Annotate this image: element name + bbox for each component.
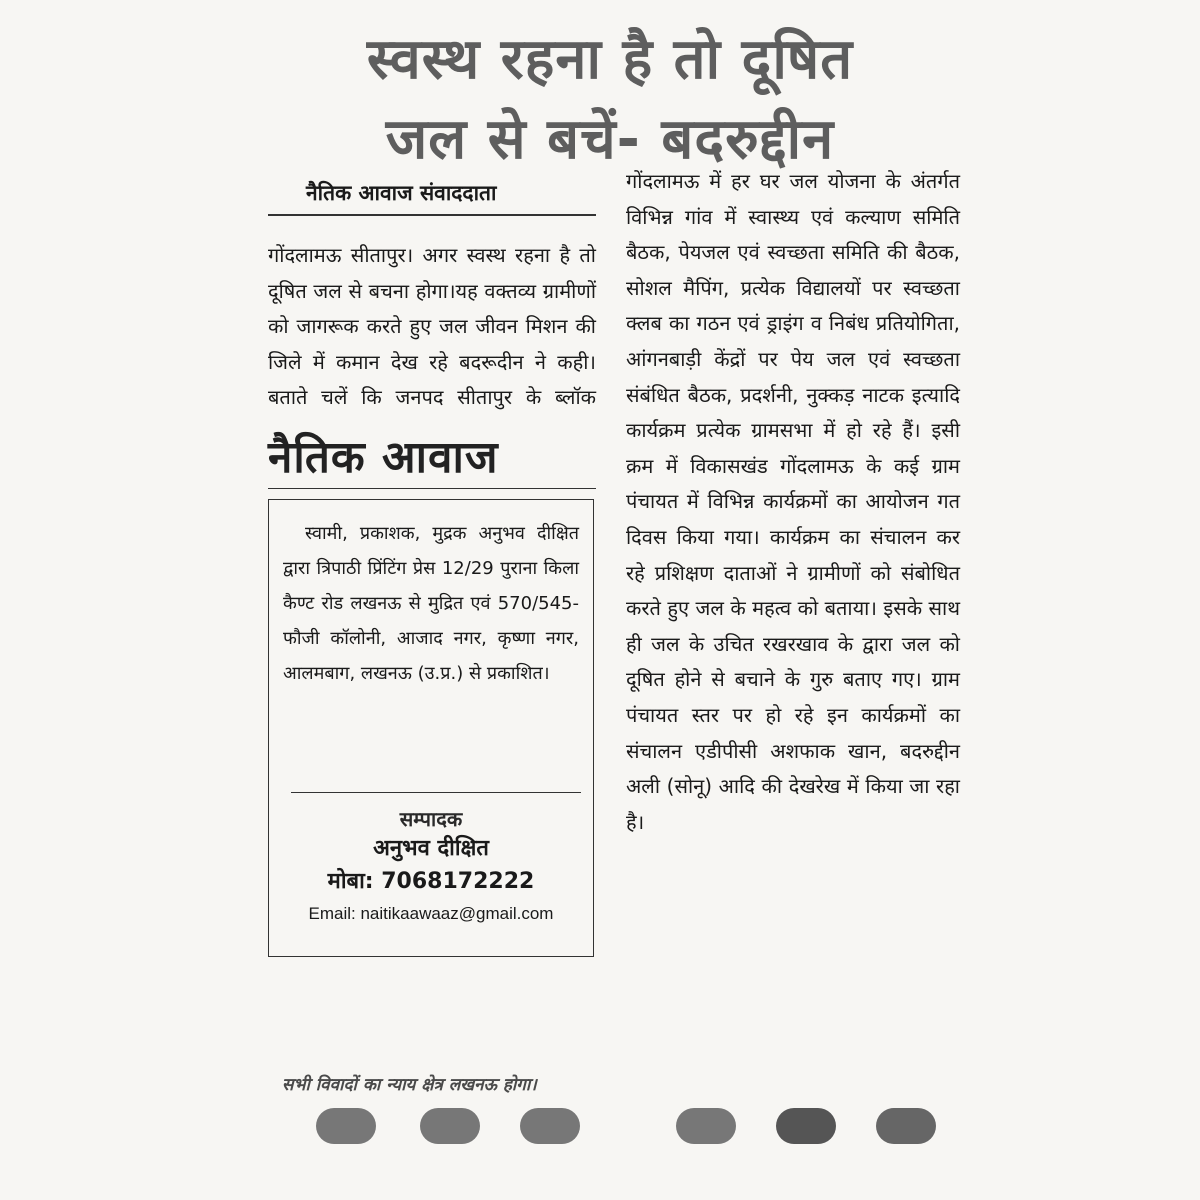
lead-paragraph: गोंदलामऊ सीतापुर। अगर स्वस्थ रहना है तो दूषित जल से बचना होगा।यह वक्तव्य ग्रामीणों को जागरूक करते हुए जल जीवन मिशन की जिले में कमान देख रहे बदरूदीन ने कही। बताते चलें कि जनपद सीतापुर के ब्लॉक: [268, 243, 596, 409]
headline-line-1: स्वस्थ रहना है तो दूषित: [366, 27, 854, 92]
editor-name: अनुभव दीक्षित: [373, 835, 489, 861]
imprint-text: स्वामी, प्रकाशक, मुद्रक अनुभव दीक्षित द्वारा त्रिपाठी प्रिंटिंग प्रेस 12/29 पुराना किला कैण्ट रोड लखनऊ से मुद्रित एवं 570/545- फौजी कॉलोनी, आजाद नगर, कृष्णा नगर, आलमबाग, लखनऊ (उ.प्र.) से प्रकाशित।: [283, 522, 579, 684]
body-paragraph: गोंदलामऊ में हर घर जल योजना के अंतर्गत विभिन्न गांव में स्वास्थ्य एवं कल्याण समिति बैठक, पेयजल एवं स्वच्छता समिति की बैठक, सोशल मैपिंग, प्रत्येक विद्यालयों पर स्वच्छता क्लब का गठन एवं ड्राइंग व निबंध प्रतियोगिता, आंगनबाड़ी केंद्रों पर पेय जल एवं स्वच्छता संबंधित बैठक, प्रदर्शनी, नुक्कड़ नाटक इत्यादि कार्यक्रम प्रत्येक ग्रामसभा में हो रहे हैं। इसी क्रम में विकासखंड गोंदलामऊ के कई ग्राम पंचायत में विभिन्न कार्यक्रमों का आयोजन गत दिवस किया गया। कार्यक्रम का संचालन कर रहे प्रशिक्षण दाताओं ने ग्रामीणों को संबोधित करते हुए जल के महत्व को बताया। इसके साथ ही जल के उचित रखरखाव के द्वारा जल को दूषित होने से बचाने के गुरु बताए गए। ग्राम पंचायत स्तर पर हो रहे इन कार्यक्रमों का संचालन एडीपीसी अशफाक खान, बदरुद्दीन अली (सोनू) आदि की देखरेख में किया जा रहा है।: [626, 169, 960, 834]
registration-mark: [876, 1108, 936, 1144]
editor-mobile: मोबा: 7068172222: [327, 868, 535, 894]
registration-mark: [776, 1108, 836, 1144]
registration-marks: [0, 1108, 1200, 1148]
right-column: [626, 160, 960, 840]
editor-label: सम्पादक: [399, 806, 463, 831]
imprint-box: [268, 499, 594, 957]
editor-email: Email: naitikaawaaz@gmail.com: [308, 903, 554, 923]
registration-mark: [676, 1108, 736, 1144]
registration-mark: [316, 1108, 376, 1144]
masthead: नैतिक आवाज: [268, 431, 499, 483]
masthead-rule: [268, 488, 596, 489]
headline-line-2: जल से बचें- बदरुद्दीन: [385, 107, 835, 172]
left-column: [268, 172, 596, 957]
editor-block: [269, 804, 593, 928]
registration-mark: [420, 1108, 480, 1144]
headline: [250, 20, 970, 180]
imprint-divider: [291, 792, 581, 793]
byline: नैतिक आवाज संवाददाता: [306, 181, 497, 205]
byline-rule: [268, 214, 596, 216]
registration-mark: [520, 1108, 580, 1144]
jurisdiction-note: सभी विवादों का न्याय क्षेत्र लखनऊ होगा।: [282, 1075, 537, 1095]
